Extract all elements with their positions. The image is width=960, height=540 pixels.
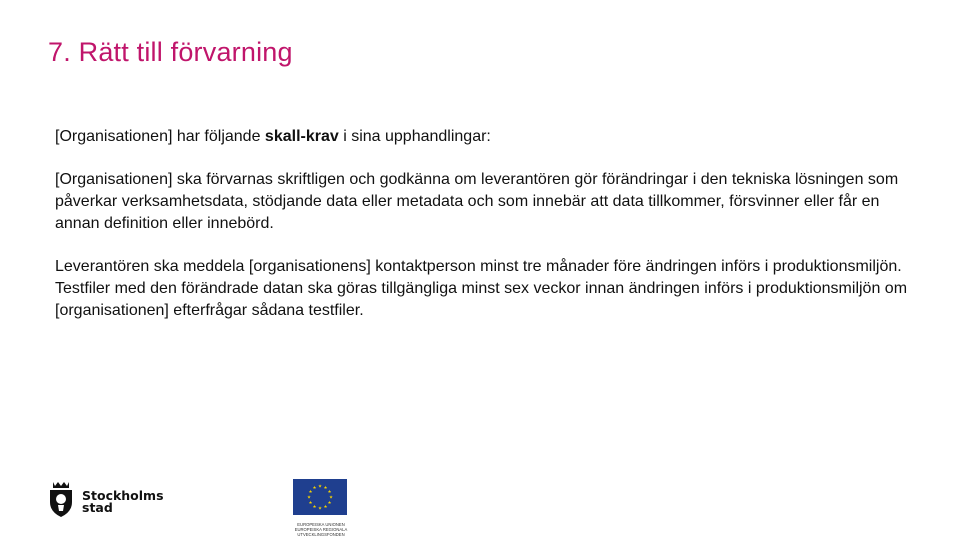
intro-text-bold: skall-krav: [264, 128, 339, 145]
eu-star-icon: ★: [323, 505, 328, 511]
eu-star-icon: ★: [308, 490, 313, 496]
eu-caption: [293, 522, 349, 537]
eu-star-icon: ★: [327, 501, 332, 507]
eu-flag-icon: [293, 484, 347, 519]
eu-caption-line1: EUROPEISKA UNIONEN: [297, 522, 345, 527]
stockholm-logo: [48, 480, 164, 523]
eu-star-icon: ★: [317, 484, 323, 490]
intro-text-pre: [Organisationen] har följande: [55, 128, 265, 145]
stockholm-wordmark: [82, 487, 164, 515]
eu-star-icon: ★: [323, 486, 328, 492]
eu-logo: [293, 479, 349, 537]
crown-shield-icon: [48, 480, 74, 523]
eu-star-icon: ★: [308, 501, 313, 507]
eu-star-icon: ★: [328, 495, 334, 501]
eu-star-icon: ★: [317, 506, 323, 512]
eu-star-icon: ★: [306, 495, 312, 501]
paragraph-lead-time: Leverantören ska meddela [organisationens] kontaktperson minst tre månader före ändringen införs i produktionsmiljön. Testfiler med den förändrade datan ska göras tillgängliga minst sex veckor innan ändringen införs i produktionsmiljön om [organisationen] efterfrågar sådana testfiler.: [55, 258, 908, 319]
stockholm-wordmark-line1: Stockholms: [82, 487, 164, 503]
intro-text-post: i sina upphandlingar:: [338, 128, 491, 145]
paragraph-notification: [Organisationen] ska förvarnas skriftligen och godkänna om leverantören gör förändringar i den tekniska lösningen som påverkar verksamhetsdata, stödjande data eller metadata och som innebär att data tillkommer, försvinner eller får en annan definition eller innebörd.: [55, 171, 899, 232]
eu-star-icon: ★: [312, 505, 317, 511]
eu-star-icon: ★: [312, 486, 317, 492]
intro-paragraph: [55, 126, 915, 148]
eu-star-icon: ★: [327, 490, 332, 496]
slide-title: 7. Rätt till förvarning: [48, 37, 293, 67]
eu-caption-line2: EUROPEISKA REGIONALA UTVECKLINGSFONDEN: [294, 527, 348, 537]
stockholm-wordmark-line2: stad: [82, 499, 113, 515]
slide-body: [55, 126, 915, 343]
